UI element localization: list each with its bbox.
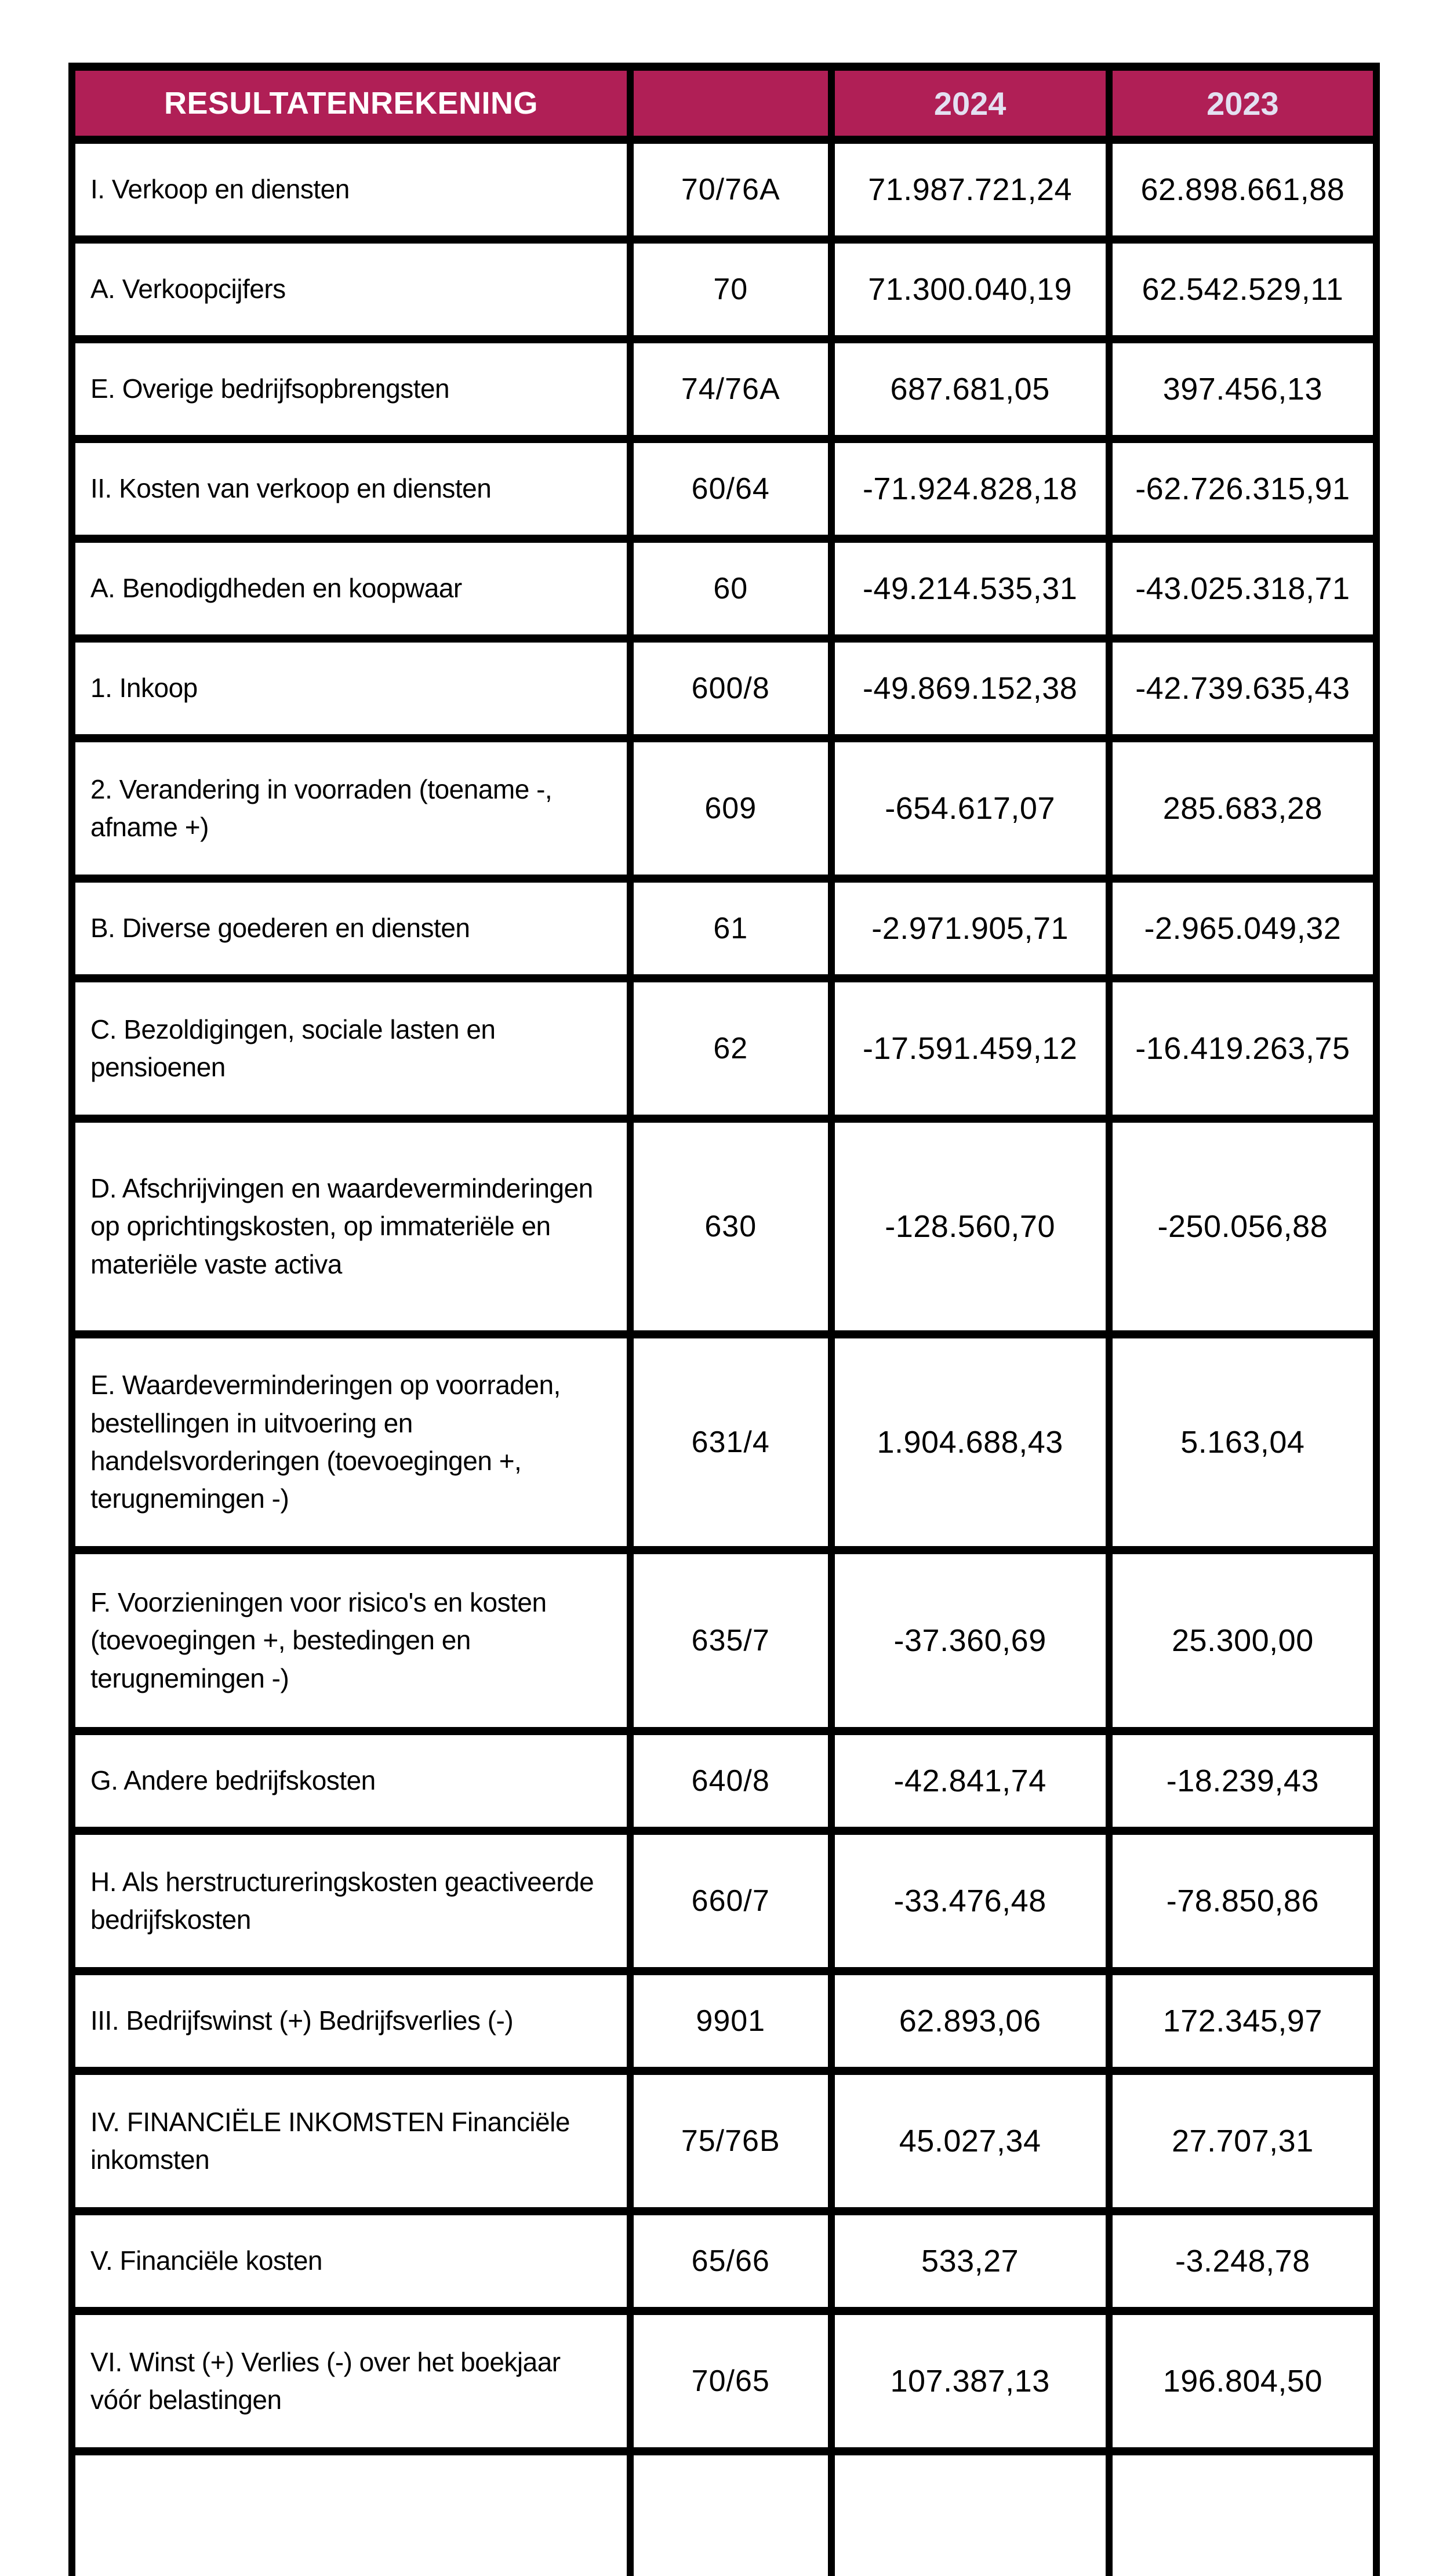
row-label-cell: 1. Inkoop — [72, 638, 630, 738]
row-code-cell: 70 — [630, 240, 831, 339]
row-label-cell: C. Bezoldigingen, sociale lasten en pensioenen — [72, 978, 630, 1119]
amount-2023-cell: 62.898.661,88 — [1109, 140, 1376, 240]
row-label-cell: D. Afschrijvingen en waardeverminderingen op oprichtingskosten, op immateriële en materiële vaste activa — [72, 1119, 630, 1334]
amount-2024-cell: 107.387,13 — [831, 2311, 1109, 2451]
amount-2023-cell: -78.850,86 — [1109, 1831, 1376, 1971]
row-label-cell: IV. FINANCIËLE INKOMSTEN Financiële inkomsten — [72, 2071, 630, 2211]
amount-2024-cell: 687.681,05 — [831, 339, 1109, 439]
amount-2024-cell: -49.214.535,31 — [831, 539, 1109, 638]
document-page-clip — [68, 63, 1380, 2415]
row-code-cell: 631/4 — [630, 1334, 831, 1550]
amount-2024-cell: 71.987.721,24 — [831, 140, 1109, 240]
amount-2023-cell: -3.248,78 — [1109, 2211, 1376, 2311]
row-code-cell: 60/64 — [630, 439, 831, 539]
amount-2024-cell: -42.841,74 — [831, 1731, 1109, 1831]
row-label-cell: II. Kosten van verkoop en diensten — [72, 439, 630, 539]
table-row — [72, 539, 1376, 638]
header-year-2023: 2023 — [1109, 67, 1376, 140]
row-label-cell: I. Verkoop en diensten — [72, 140, 630, 240]
amount-2023-cell: 27.707,31 — [1109, 2071, 1376, 2211]
amount-2024-cell: 1.904.688,43 — [831, 1334, 1109, 1550]
row-label-cell: V. Financiële kosten — [72, 2211, 630, 2311]
table-row — [72, 978, 1376, 1119]
amount-2023-cell: 5.163,04 — [1109, 1334, 1376, 1550]
row-code-cell: 9901 — [630, 1971, 831, 2071]
amount-2023-cell: -250.056,88 — [1109, 1119, 1376, 1334]
amount-2023-cell: 285.683,28 — [1109, 738, 1376, 879]
row-label-cell: A. Verkoopcijfers — [72, 240, 630, 339]
row-code-cell: 635/7 — [630, 1550, 831, 1731]
row-label-cell: III. Bedrijfswinst (+) Bedrijfsverlies (-) — [72, 1971, 630, 2071]
amount-2024-cell: 45.027,34 — [831, 2071, 1109, 2211]
row-code-cell: 609 — [630, 738, 831, 879]
row-label-cell: VI. Winst (+) Verlies (-) over het boekjaar vóór belastingen — [72, 2311, 630, 2451]
amount-2024-cell — [831, 2451, 1109, 2576]
table-row — [72, 2211, 1376, 2311]
table-row — [72, 1831, 1376, 1971]
table-row — [72, 2071, 1376, 2211]
amount-2023-cell — [1109, 2451, 1376, 2576]
table-row — [72, 1550, 1376, 1731]
header-code-cell — [630, 67, 831, 140]
amount-2024-cell: -71.924.828,18 — [831, 439, 1109, 539]
amount-2023-cell: 397.456,13 — [1109, 339, 1376, 439]
table-row — [72, 439, 1376, 539]
amount-2024-cell: -33.476,48 — [831, 1831, 1109, 1971]
row-label-cell — [72, 2451, 630, 2576]
row-code-cell: 630 — [630, 1119, 831, 1334]
amount-2024-cell: -17.591.459,12 — [831, 978, 1109, 1119]
amount-2024-cell: 71.300.040,19 — [831, 240, 1109, 339]
header-year-2024: 2024 — [831, 67, 1109, 140]
row-label-cell: B. Diverse goederen en diensten — [72, 879, 630, 978]
row-code-cell — [630, 2451, 831, 2576]
row-code-cell: 60 — [630, 539, 831, 638]
table-row — [72, 240, 1376, 339]
table-row — [72, 638, 1376, 738]
row-label-cell: H. Als herstructureringskosten geactiveerde bedrijfskosten — [72, 1831, 630, 1971]
row-code-cell: 61 — [630, 879, 831, 978]
income-statement-table — [68, 63, 1380, 2576]
amount-2023-cell: -16.419.263,75 — [1109, 978, 1376, 1119]
table-row — [72, 1731, 1376, 1831]
table-header-row — [72, 67, 1376, 140]
table-row — [72, 1119, 1376, 1334]
amount-2024-cell: -49.869.152,38 — [831, 638, 1109, 738]
row-code-cell: 70/65 — [630, 2311, 831, 2451]
table-row — [72, 339, 1376, 439]
amount-2023-cell: 25.300,00 — [1109, 1550, 1376, 1731]
row-code-cell: 600/8 — [630, 638, 831, 738]
row-code-cell: 75/76B — [630, 2071, 831, 2211]
table-row — [72, 738, 1376, 879]
row-code-cell: 62 — [630, 978, 831, 1119]
amount-2024-cell: 533,27 — [831, 2211, 1109, 2311]
table-title: RESULTATENREKENING — [72, 67, 630, 140]
table-row-partial — [72, 2451, 1376, 2576]
table-row — [72, 2311, 1376, 2451]
table-row — [72, 879, 1376, 978]
amount-2024-cell: -2.971.905,71 — [831, 879, 1109, 978]
row-label-cell: E. Overige bedrijfsopbrengsten — [72, 339, 630, 439]
row-label-cell: F. Voorzieningen voor risico's en kosten (toevoegingen +, bestedingen en terugnemingen -) — [72, 1550, 630, 1731]
amount-2023-cell: 62.542.529,11 — [1109, 240, 1376, 339]
row-code-cell: 65/66 — [630, 2211, 831, 2311]
amount-2024-cell: -654.617,07 — [831, 738, 1109, 879]
amount-2023-cell: -62.726.315,91 — [1109, 439, 1376, 539]
table-row — [72, 140, 1376, 240]
amount-2023-cell: -2.965.049,32 — [1109, 879, 1376, 978]
row-label-cell: A. Benodigdheden en koopwaar — [72, 539, 630, 638]
amount-2023-cell: -42.739.635,43 — [1109, 638, 1376, 738]
amount-2023-cell: 172.345,97 — [1109, 1971, 1376, 2071]
row-code-cell: 640/8 — [630, 1731, 831, 1831]
row-label-cell: E. Waardeverminderingen op voorraden, bestellingen in uitvoering en handelsvorderingen (toevoegingen +, terugnemingen -) — [72, 1334, 630, 1550]
table-row — [72, 1971, 1376, 2071]
row-code-cell: 74/76A — [630, 339, 831, 439]
row-label-cell: 2. Verandering in voorraden (toename -, afname +) — [72, 738, 630, 879]
amount-2023-cell: 196.804,50 — [1109, 2311, 1376, 2451]
amount-2023-cell: -18.239,43 — [1109, 1731, 1376, 1831]
amount-2024-cell: 62.893,06 — [831, 1971, 1109, 2071]
amount-2024-cell: -128.560,70 — [831, 1119, 1109, 1334]
row-code-cell: 70/76A — [630, 140, 831, 240]
amount-2023-cell: -43.025.318,71 — [1109, 539, 1376, 638]
row-label-cell: G. Andere bedrijfskosten — [72, 1731, 630, 1831]
amount-2024-cell: -37.360,69 — [831, 1550, 1109, 1731]
row-code-cell: 660/7 — [630, 1831, 831, 1971]
table-row — [72, 1334, 1376, 1550]
